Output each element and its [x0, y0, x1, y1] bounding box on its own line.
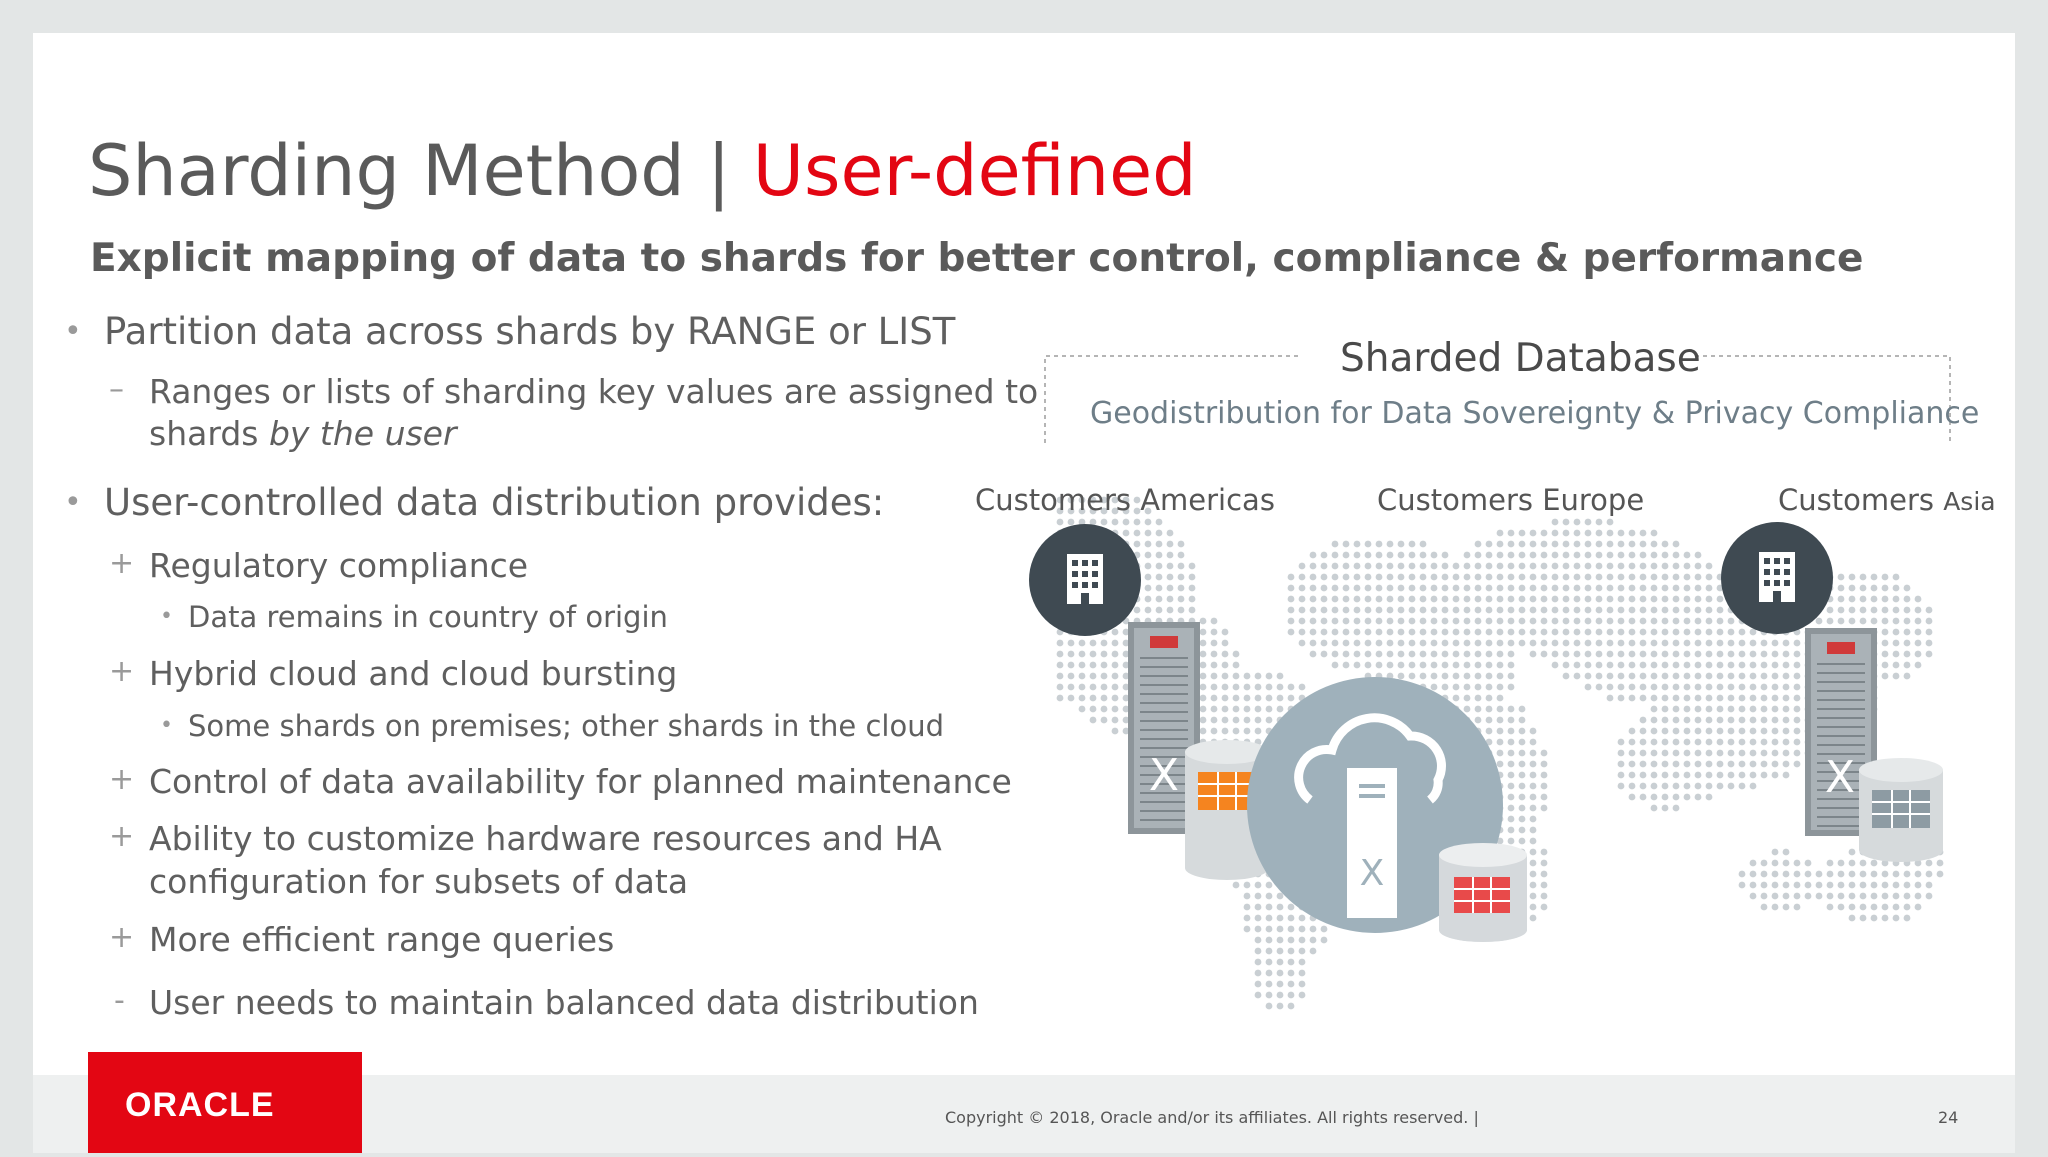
- server-x-label: X: [1359, 853, 1385, 894]
- database-icon-asia: [1859, 758, 1943, 862]
- bullet-text-italic: by the user: [268, 414, 457, 453]
- building-icon-asia: [1721, 522, 1833, 634]
- oracle-logo-text: ORACLE: [125, 1086, 275, 1124]
- sub-bullet-country: [160, 600, 668, 634]
- bullet-marker: •: [160, 604, 173, 629]
- page-number: 24: [1938, 1108, 1959, 1127]
- bullet-text: Regulatory compliance: [149, 546, 529, 585]
- plus-range-queries: [109, 920, 615, 959]
- bullet-text: Ranges or lists of sharding key values are assigned to: [149, 372, 1039, 411]
- server-x-label: X: [1824, 752, 1856, 803]
- frame-subtitle: Geodistribution for Data Sovereignty & Privacy Compliance: [1090, 396, 1980, 431]
- diagram-graphic: [960, 340, 1990, 1060]
- cloud-database-icon: [1247, 677, 1527, 942]
- region-label-asia-b: Asia: [1943, 487, 1996, 516]
- plus-availability: [109, 762, 1012, 801]
- bullet-text: Hybrid cloud and cloud bursting: [149, 654, 678, 693]
- bullet-text: shards: [149, 414, 269, 453]
- bullet-marker: •: [64, 485, 82, 520]
- slide-subtitle: Explicit mapping of data to shards for better control, compliance & performance: [90, 236, 1864, 281]
- sharded-database-diagram: [960, 336, 1996, 1060]
- bullet-text: Ability to customize hardware resources and HA: [149, 819, 942, 858]
- title-main: Sharding Method |: [88, 130, 753, 212]
- dash-marker: –: [109, 372, 124, 407]
- slide-title: [88, 130, 1197, 212]
- bullet-marker: •: [64, 314, 82, 349]
- building-icon-americas: [1029, 524, 1141, 636]
- bullet-text: User-controlled data distribution provides:: [104, 481, 885, 524]
- plus-marker: +: [109, 920, 135, 955]
- region-label-americas: Customers Americas: [975, 483, 1275, 517]
- bullet-partition: [64, 310, 956, 353]
- bullet-text: More efficient range queries: [149, 920, 615, 959]
- bullet-user-controlled: [64, 481, 885, 524]
- minus-balanced: [114, 983, 979, 1022]
- plus-marker: +: [109, 654, 135, 689]
- plus-marker: +: [109, 546, 135, 581]
- bullet-text: Control of data availability for planned maintenance: [149, 762, 1012, 801]
- server-x-label: X: [1148, 750, 1180, 801]
- copyright-text: Copyright © 2018, Oracle and/or its affiliates. All rights reserved. |: [945, 1108, 1479, 1127]
- bullet-text: configuration for subsets of data: [149, 862, 689, 901]
- sub-bullet-ranges: [109, 372, 1039, 411]
- plus-hardware-cont: [149, 862, 688, 901]
- frame-title: Sharded Database: [1340, 336, 1701, 381]
- sub-bullet-premises: [160, 709, 944, 743]
- plus-hardware: [109, 819, 942, 858]
- plus-marker: +: [109, 819, 135, 854]
- bullet-marker: •: [160, 713, 173, 738]
- bullet-text: Partition data across shards by RANGE or LIST: [104, 310, 956, 353]
- bullet-text: Data remains in country of origin: [188, 600, 668, 634]
- minus-marker: -: [114, 983, 125, 1018]
- plus-hybrid-cloud: [109, 654, 678, 693]
- sub-bullet-ranges-cont: [149, 414, 457, 453]
- bullet-text: User needs to maintain balanced data distribution: [149, 983, 979, 1022]
- plus-regulatory: [109, 546, 529, 585]
- plus-marker: +: [109, 762, 135, 797]
- bullet-text: Some shards on premises; other shards in the cloud: [188, 709, 944, 743]
- oracle-wordmark: [88, 1052, 362, 1153]
- region-label-asia: [1778, 483, 1996, 517]
- oracle-logo: [88, 1052, 362, 1153]
- region-label-europe: Customers Europe: [1377, 483, 1645, 517]
- region-label-asia-a: Customers: [1778, 483, 1944, 517]
- title-accent: User-defined: [752, 130, 1197, 212]
